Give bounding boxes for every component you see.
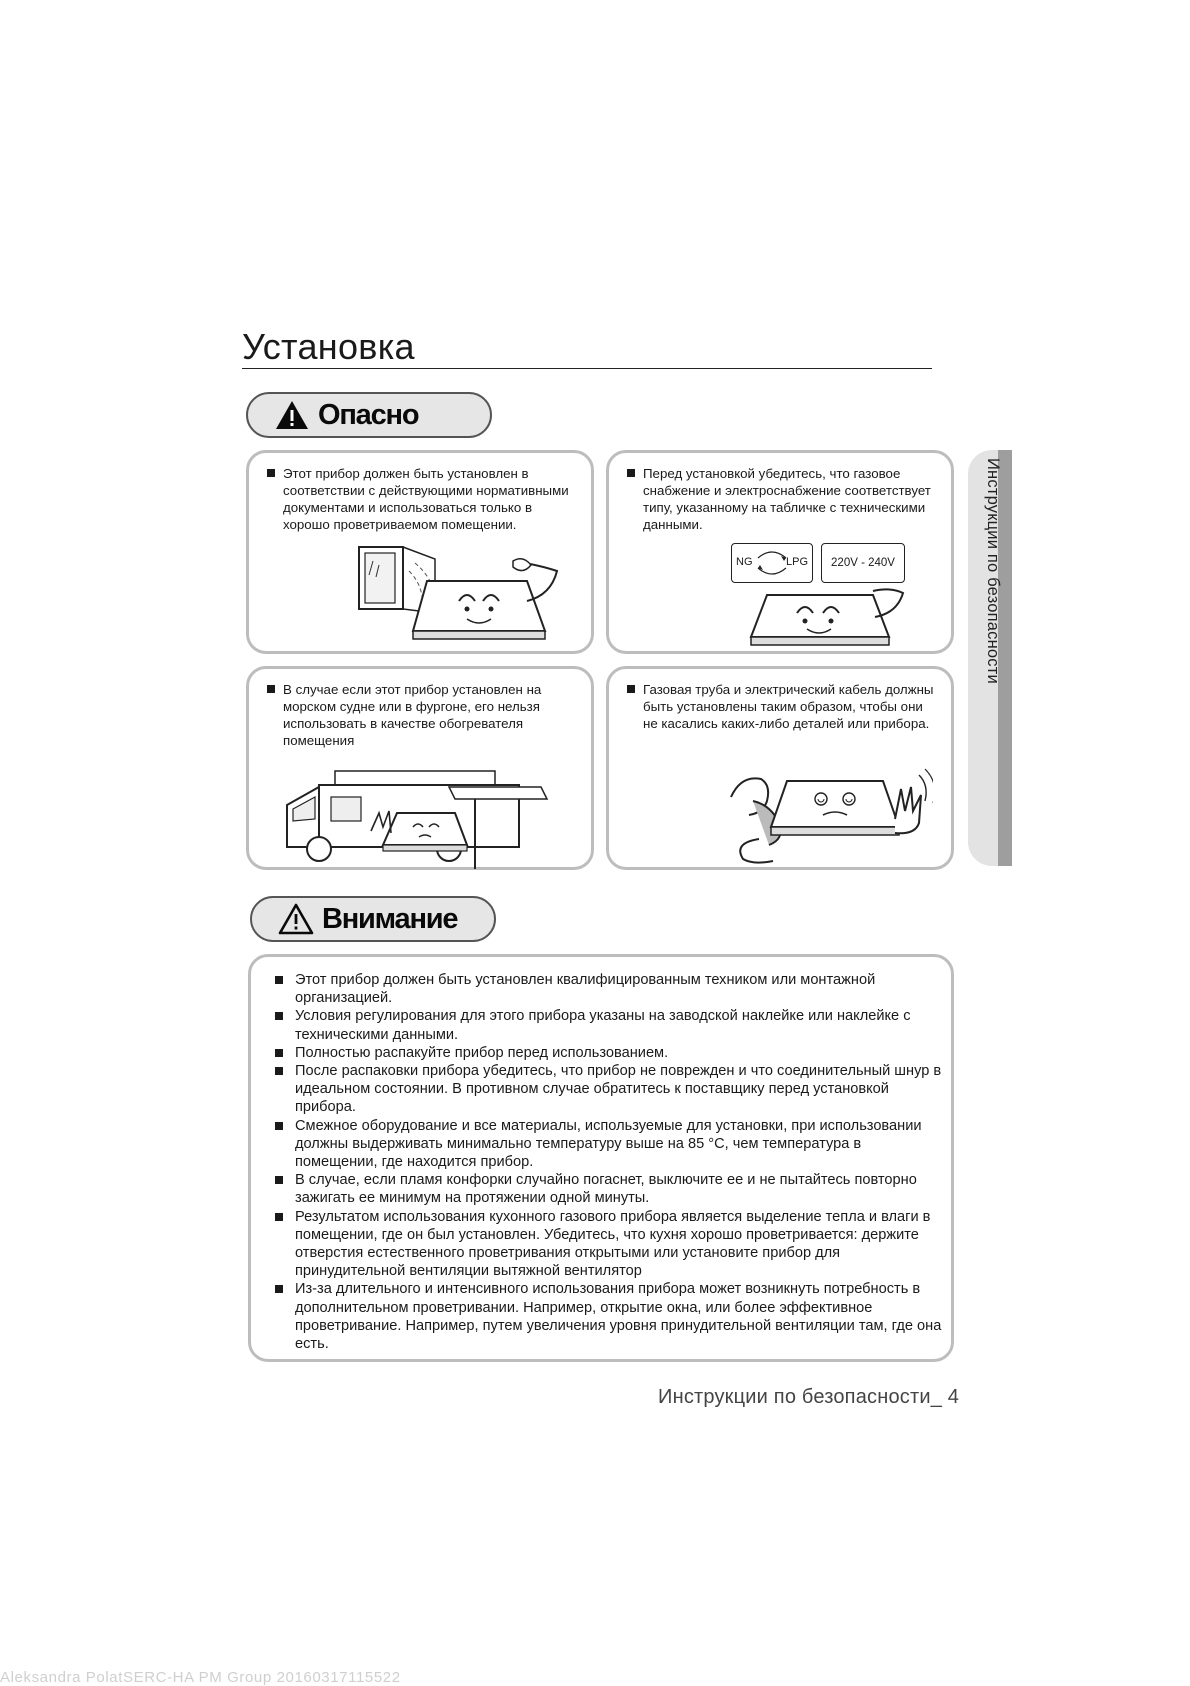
danger-panel-text: Этот прибор должен быть установлен в соответствии с действующими нормативными документами и использоваться только в хорошо проветриваемом помещении. bbox=[283, 466, 569, 532]
caution-list bbox=[275, 971, 943, 1353]
caution-item-text: Этот прибор должен быть установлен квалифицированным техником или монтажной организацией. bbox=[295, 972, 876, 1007]
danger-panel-cables bbox=[606, 666, 954, 870]
page-footer: Инструкции по безопасности_ 4 bbox=[658, 1386, 960, 1408]
cable-contact-illustration bbox=[723, 761, 933, 867]
caution-panel bbox=[248, 954, 954, 1362]
danger-panel-text: В случае если этот прибор установлен на морском судне или в фургоне, его нельзя использовать в качестве обогревателя помещения bbox=[283, 682, 542, 748]
voltage-label bbox=[821, 543, 905, 583]
caution-item-text: Из-за длительного и интенсивного использования прибора может возникнуть потребность в дополнительном проветривании. Например, открытие окна, или более эффективное проветривание. Например, путем увеличения уровня принудительной вентиляции там, где она есть. bbox=[295, 1281, 942, 1353]
caution-badge-label: Внимание bbox=[322, 902, 458, 935]
caution-item bbox=[275, 1007, 943, 1043]
bullet-square-icon bbox=[275, 1285, 283, 1293]
danger-panel-text: Газовая труба и электрический кабель должны быть установлены таким образом, чтобы они не касались каких-либо деталей или прибора. bbox=[643, 682, 934, 731]
bullet-square-icon bbox=[275, 1176, 283, 1184]
bullet-square-icon bbox=[275, 1012, 283, 1020]
gas-type-label bbox=[731, 543, 813, 583]
caution-badge bbox=[250, 896, 496, 942]
danger-badge bbox=[246, 392, 492, 438]
caution-item-text: Результатом использования кухонного газового прибора является выделение тепла и влаги в помещении, где он был установлен. Убедитесь, что кухня хорошо проветривается: держите отверстия естественного проветривания открытыми или установите прибор для принудительной вентиляции вытяжной вентилятор bbox=[295, 1208, 931, 1280]
camper-van-illustration bbox=[279, 765, 579, 869]
caution-item-text: Условия регулирования для этого прибора указаны на заводской наклейке или наклейке с техническими данными. bbox=[295, 1008, 911, 1043]
bullet-square-icon bbox=[275, 1122, 283, 1130]
bullet-square-icon bbox=[275, 976, 283, 984]
caution-item bbox=[275, 1117, 943, 1172]
bullet-square-icon bbox=[267, 469, 275, 477]
bullet-square-icon bbox=[627, 685, 635, 693]
danger-badge-label: Опасно bbox=[318, 398, 419, 431]
caution-item-text: В случае, если пламя конфорки случайно погаснет, выключите ее и не пытайтесь повторно зажигать ее минимум на протяжении одной минуты. bbox=[295, 1172, 917, 1207]
swap-arrows-icon bbox=[754, 546, 790, 580]
caution-item-text: Смежное оборудование и все материалы, используемые для установки, при использовании должны выдерживать минимально температуру выше на 85 °C, чем температура в помещении, где находится прибор. bbox=[295, 1117, 922, 1171]
page-title: Установка bbox=[242, 326, 415, 367]
caution-item bbox=[275, 1171, 943, 1207]
voltage-value: 220V - 240V bbox=[831, 557, 895, 569]
warning-triangle-icon bbox=[274, 399, 310, 431]
cooktop-mascot-illustration bbox=[745, 583, 925, 653]
caution-item bbox=[275, 971, 943, 1007]
gas-lpg-label: LPG bbox=[785, 556, 808, 568]
caution-item bbox=[275, 1280, 943, 1353]
danger-panel-text: Перед установкой убедитесь, что газовое снабжение и электроснабжение соответствует типу, указанному на табличке с техническими данными. bbox=[643, 466, 931, 532]
caution-item-text: Полностью распакуйте прибор перед использованием. bbox=[295, 1044, 669, 1061]
caution-item-text: После распаковки прибора убедитесь, что прибор не поврежден и что соединительный шнур в идеальном состоянии. В противном случае обратитесь к поставщику перед установкой прибора. bbox=[295, 1063, 942, 1116]
gas-ng-label: NG bbox=[736, 556, 753, 568]
danger-panel-ventilation bbox=[246, 450, 594, 654]
caution-triangle-icon bbox=[278, 903, 314, 935]
danger-panel-supply-check bbox=[606, 450, 954, 654]
bullet-square-icon bbox=[275, 1213, 283, 1221]
bullet-square-icon bbox=[267, 685, 275, 693]
title-divider bbox=[242, 368, 932, 369]
caution-item bbox=[275, 1044, 943, 1062]
danger-panel-vehicle bbox=[246, 666, 594, 870]
side-tab-label: Инструкции по безопасности bbox=[984, 458, 1002, 684]
window-cooktop-illustration bbox=[349, 541, 579, 651]
bullet-square-icon bbox=[275, 1049, 283, 1057]
bullet-square-icon bbox=[627, 469, 635, 477]
caution-item bbox=[275, 1062, 943, 1117]
watermark: Aleksandra PolatSERC-HA PM Group 20160317115522 bbox=[0, 1669, 401, 1686]
bullet-square-icon bbox=[275, 1067, 283, 1075]
section-side-tab bbox=[968, 450, 1012, 866]
caution-item bbox=[275, 1208, 943, 1281]
